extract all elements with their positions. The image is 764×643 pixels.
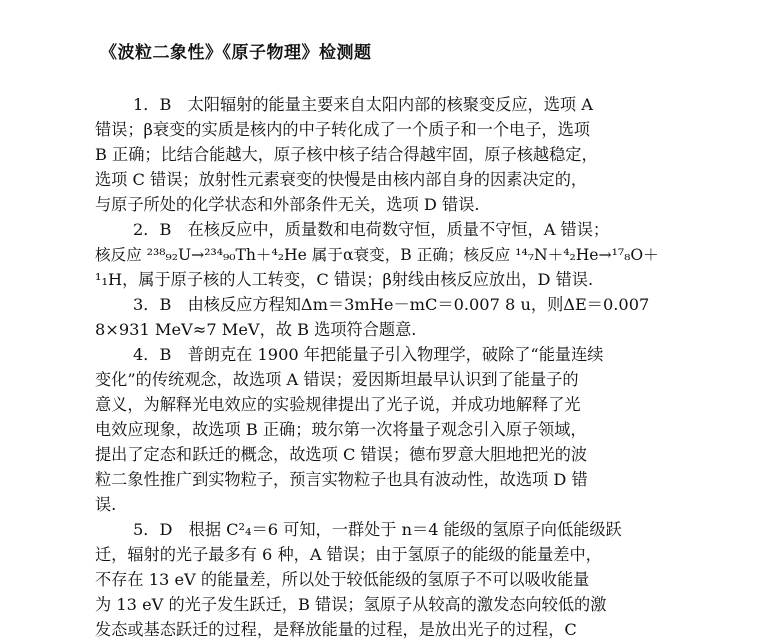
text-line: 发态或基态跃迁的过程，是释放能量的过程，是放出光子的过程，C [95,620,577,639]
text-line: 5．D 根据 C²₄＝6 可知，一群处于 n＝4 能级的氢原子向低能级跃 [133,520,622,539]
text-line: 2．B 在核反应中，质量数和电荷数守恒，质量不守恒，A 错误； [133,220,610,239]
text-line: B 正确；比结合能越大，原子核中核子结合得越牢固，原子核越稳定， [95,145,598,164]
text-line: 与原子所处的化学状态和外部条件无关，选项 D 错误. [95,195,480,214]
text-line: 变化”的传统观念，故选项 A 错误；爱因斯坦最早认识到了能量子的 [95,370,579,389]
text-line: ¹₁H，属于原子核的人工转变，C 错误；β射线由核反应放出，D 错误. [95,270,594,289]
text-line: 3．B 由核反应方程知Δm＝3mHe－mC＝0.007 8 u，则ΔE＝0.007 [133,295,650,314]
text-line: 为 13 eV 的光子发生跃迁，B 错误；氢原子从较高的激发态向较低的激 [95,595,607,614]
text-line: 粒二象性推广到实物粒子，预言实物粒子也具有波动性，故选项 D 错 [95,470,588,489]
text-line: 4．B 普朗克在 1900 年把能量子引入物理学，破除了“能量连续 [133,345,604,364]
text-line: 不存在 13 eV 的能量差，所以处于较低能级的氢原子不可以吸收能量 [95,570,590,589]
text-line: 8×931 MeV≈7 MeV，故 B 选项符合题意. [95,320,417,339]
text-line: 意义，为解释光电效应的实验规律提出了光子说，并成功地解释了光 [95,395,581,414]
text-line: 提出了定态和跃迁的概念，故选项 C 错误；德布罗意大胆地把光的波 [95,445,588,464]
text-line: 错误；β衰变的实质是核内的中子转化成了一个质子和一个电子，选项 [95,120,590,139]
text-line: 迁，辐射的光子最多有 6 种，A 错误；由于氢原子的能级的能量差中， [95,545,602,564]
document-title: 《波粒二象性》《原子物理》检测题 [100,43,372,63]
text-line: 误. [95,495,117,514]
text-line: 电效应现象，故选项 B 正确；玻尔第一次将量子观念引入原子领域， [95,420,587,439]
text-line: 选项 C 错误；放射性元素衰变的快慢是由核内部自身的因素决定的， [95,170,588,189]
text-line: 核反应 ²³⁸₉₂U→²³⁴₉₀Th＋⁴₂He 属于α衰变，B 正确；核反应 ¹⁴₇N＋⁴₂He→¹⁷₈O＋ [95,246,659,264]
text-line: 1．B 太阳辐射的能量主要来自太阳内部的核聚变反应，选项 A [133,95,593,114]
